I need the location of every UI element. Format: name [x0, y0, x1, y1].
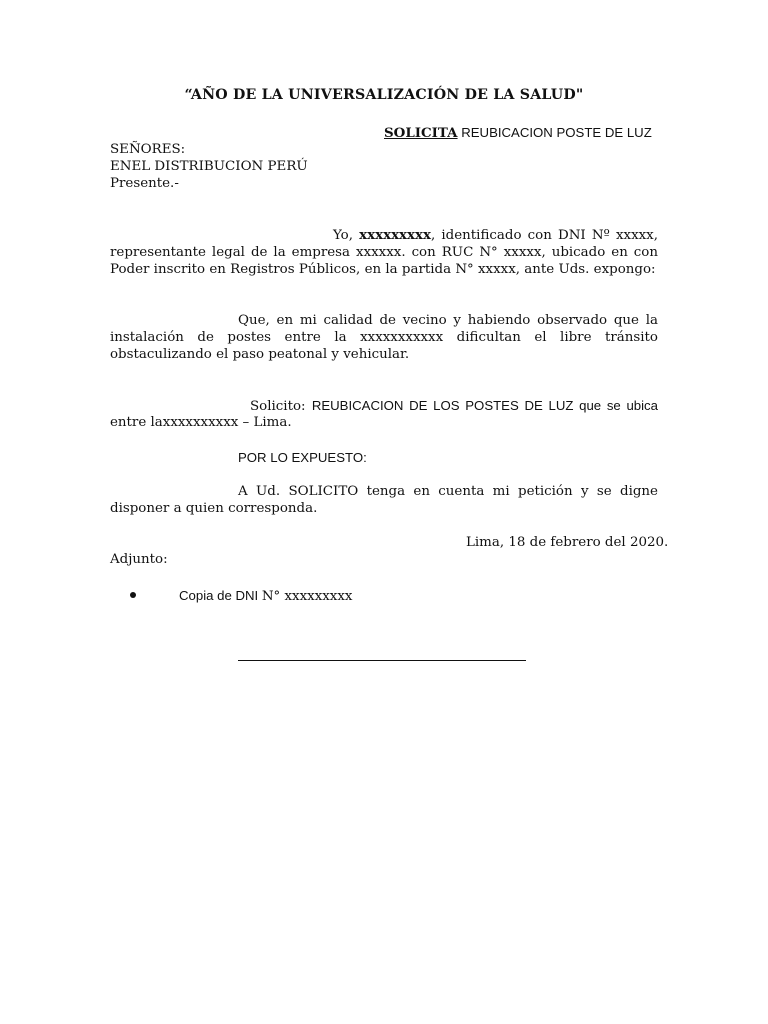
- attachments-label: Adjunto:: [110, 552, 168, 567]
- attachment-item-text: Copia de DNI: [179, 588, 262, 603]
- paragraph-4-line-2: disponer a quien corresponda.: [110, 501, 318, 516]
- applicant-name: xxxxxxxxx: [359, 227, 431, 243]
- paragraph-3-lead: Solicito:: [250, 399, 312, 414]
- addressee-line-2: ENEL DISTRIBUCION PERÚ: [110, 159, 308, 174]
- subject-line: [384, 124, 652, 142]
- attachment-item-number: N° xxxxxxxxx: [261, 589, 353, 604]
- paragraph-2-line-3: obstaculizando el paso peatonal y vehicular.: [110, 347, 410, 362]
- paragraph-2-line-2: instalación de postes entre la xxxxxxxxxxx dificultan el libre tránsito: [110, 330, 658, 345]
- paragraph-1-line-3: Poder inscrito en Registros Públicos, en la partida N° xxxxx, ante Uds. expongo:: [110, 262, 656, 277]
- bullet-icon: [130, 592, 136, 598]
- paragraph-4-request: SOLICITO tenga en cuenta mi petición y se digne: [288, 484, 658, 499]
- paragraph-3-request: REUBICACION DE LOS POSTES DE LUZ que se ubica: [311, 398, 658, 413]
- por-lo-expuesto: POR LO EXPUESTO:: [238, 450, 367, 465]
- paragraph-1-line-2: representante legal de la empresa xxxxxx. con RUC N° xxxxx, ubicado en con: [110, 245, 658, 260]
- year-heading: “AÑO DE LA UNIVERSALIZACIÓN DE LA SALUD": [184, 87, 584, 103]
- addressee-line-3: Presente.-: [110, 176, 179, 191]
- date-line: Lima, 18 de febrero del 2020.: [466, 535, 669, 550]
- paragraph-4-lead: A Ud.: [238, 484, 289, 499]
- addressee-line-1: SEÑORES:: [110, 142, 186, 157]
- subject-text: REUBICACION POSTE DE LUZ: [457, 125, 652, 140]
- attachment-item: [179, 587, 352, 605]
- paragraph-2-line-1: Que, en mi calidad de vecino y habiendo observado que la: [238, 313, 658, 328]
- paragraph-4-line-1: [238, 483, 658, 500]
- subject-label: SOLICITA: [384, 125, 458, 141]
- paragraph-1-prefix: Yo,: [333, 228, 360, 243]
- paragraph-3-line-2: entre laxxxxxxxxxx – Lima.: [110, 415, 292, 430]
- signature-line: [238, 660, 526, 661]
- paragraph-3-line-1: [250, 397, 658, 415]
- paragraph-1-rest: , identificado con DNI Nº xxxxx,: [431, 228, 658, 243]
- paragraph-1-line-1: [333, 227, 658, 244]
